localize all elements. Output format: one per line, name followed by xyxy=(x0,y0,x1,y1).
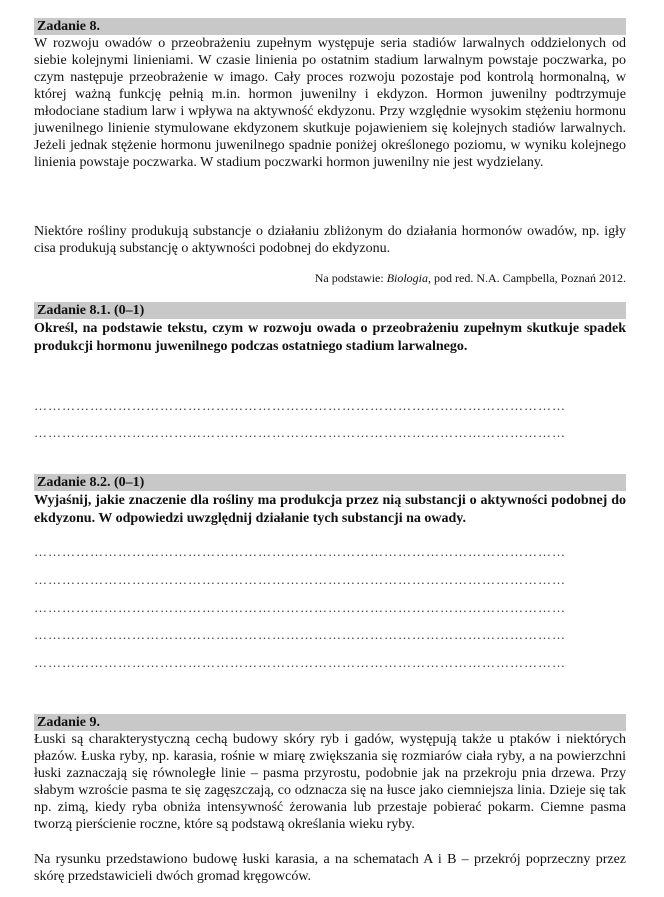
task-8-2-question: Wyjaśnij, jakie znaczenie dla rośliny ma produkcja przez nią substancji o aktywności podobnej do ekdyzonu. W odpowiedzi uwzględnij działanie tych substancji na owady. xyxy=(34,493,626,526)
task-8-2-answer-line-2[interactable]: …………………………………………………………………………………………………… xyxy=(34,573,566,586)
task-8-2-answer-line-5[interactable]: …………………………………………………………………………………………………… xyxy=(34,656,566,669)
source-prefix: Na podstawie: xyxy=(314,271,387,285)
task-8-1-answer-line-1[interactable]: …………………………………………………………………………………………………… xyxy=(34,399,566,412)
task-8-source xyxy=(34,271,626,286)
task-9-paragraph-1: Łuski są charakterystyczną cechą budowy skóry ryb i gadów, występują także u ptaków i niektórych płazów. Łuska ryby, np. karasia, rośnie w miarę zwiększania się rozmiarów ciała ryby, a na powierzchni łuski zaznaczają się równoległe linie – pasma przyrostu, podobnie jak na przekroju pnia drzewa. Przy słabym wzroście pasma te się zagęszczają, co odznacza się na łusce jako ciemniejsza linia. Dzieje się tak np. zimą, kiedy ryba obniża intensywność żerowania lub przestaje pobierać pokarm. Ciemne pasma tworzą pierścienie roczne, które są podstawą określania wieku ryby. xyxy=(34,732,626,832)
task-8-1-answer-line-2[interactable]: …………………………………………………………………………………………………… xyxy=(34,426,566,439)
task-9-header: Zadanie 9. xyxy=(34,714,626,731)
task-8-2-answer-line-1[interactable]: …………………………………………………………………………………………………… xyxy=(34,545,566,558)
task-8-1-header: Zadanie 8.1. (0–1) xyxy=(34,302,626,319)
source-suffix: , pod red. N.A. Campbella, Poznań 2012. xyxy=(428,271,626,285)
task-8-1-question: Określ, na podstawie tekstu, czym w rozwoju owada o przeobrażeniu zupełnym skutkuje spadek produkcji hormonu juwenilnego podczas ostatniego stadium larwalnego. xyxy=(34,321,626,354)
task-8-paragraph-2: Niektóre rośliny produkują substancje o działaniu zbliżonym do działania hormonów owadów, np. igły cisa produkują substancję o aktywności podobnej do ekdyzonu. xyxy=(34,224,626,256)
task-8-2-answer-line-3[interactable]: …………………………………………………………………………………………………… xyxy=(34,601,566,614)
source-title: Biologia xyxy=(386,271,429,285)
task-9-paragraph-2: Na rysunku przedstawiono budowę łuski karasia, a na schematach A i B – przekrój poprzeczny przez skórę przedstawicieli dwóch gromad kręgowców. xyxy=(34,852,626,884)
task-8-2-header: Zadanie 8.2. (0–1) xyxy=(34,474,626,491)
task-8-paragraph-1: W rozwoju owadów o przeobrażeniu zupełnym występuje seria stadiów larwalnych oddzielonych od siebie kolejnymi linieniami. W czasie linienia po ostatnim stadium larwalnym powstaje poczwarka, po czym następuje przeobrażenie w imago. Cały proces rozwoju pozostaje pod kontrolą hormonalną, w której ważną funkcję pełnią m.in. hormon juwenilny i ekdyzon. Hormon juwenilny podtrzymuje młodociane stadium larw i wpływa na aktywność ekdyzonu. Przy względnie wysokim stężeniu hormonu juwenilnego linienie stymulowane ekdyzonem skutkuje pojawieniem się kolejnych stadiów larwalnych. Jeżeli jednak stężenie hormonu juwenilnego spadnie poniżej określonego poziomu, w wyniku kolejnego linienia powstaje poczwarka. W stadium poczwarki hormon juwenilny nie jest wydzielany. xyxy=(34,36,626,170)
task-8-header: Zadanie 8. xyxy=(34,18,626,35)
task-8-2-answer-line-4[interactable]: …………………………………………………………………………………………………… xyxy=(34,628,566,641)
